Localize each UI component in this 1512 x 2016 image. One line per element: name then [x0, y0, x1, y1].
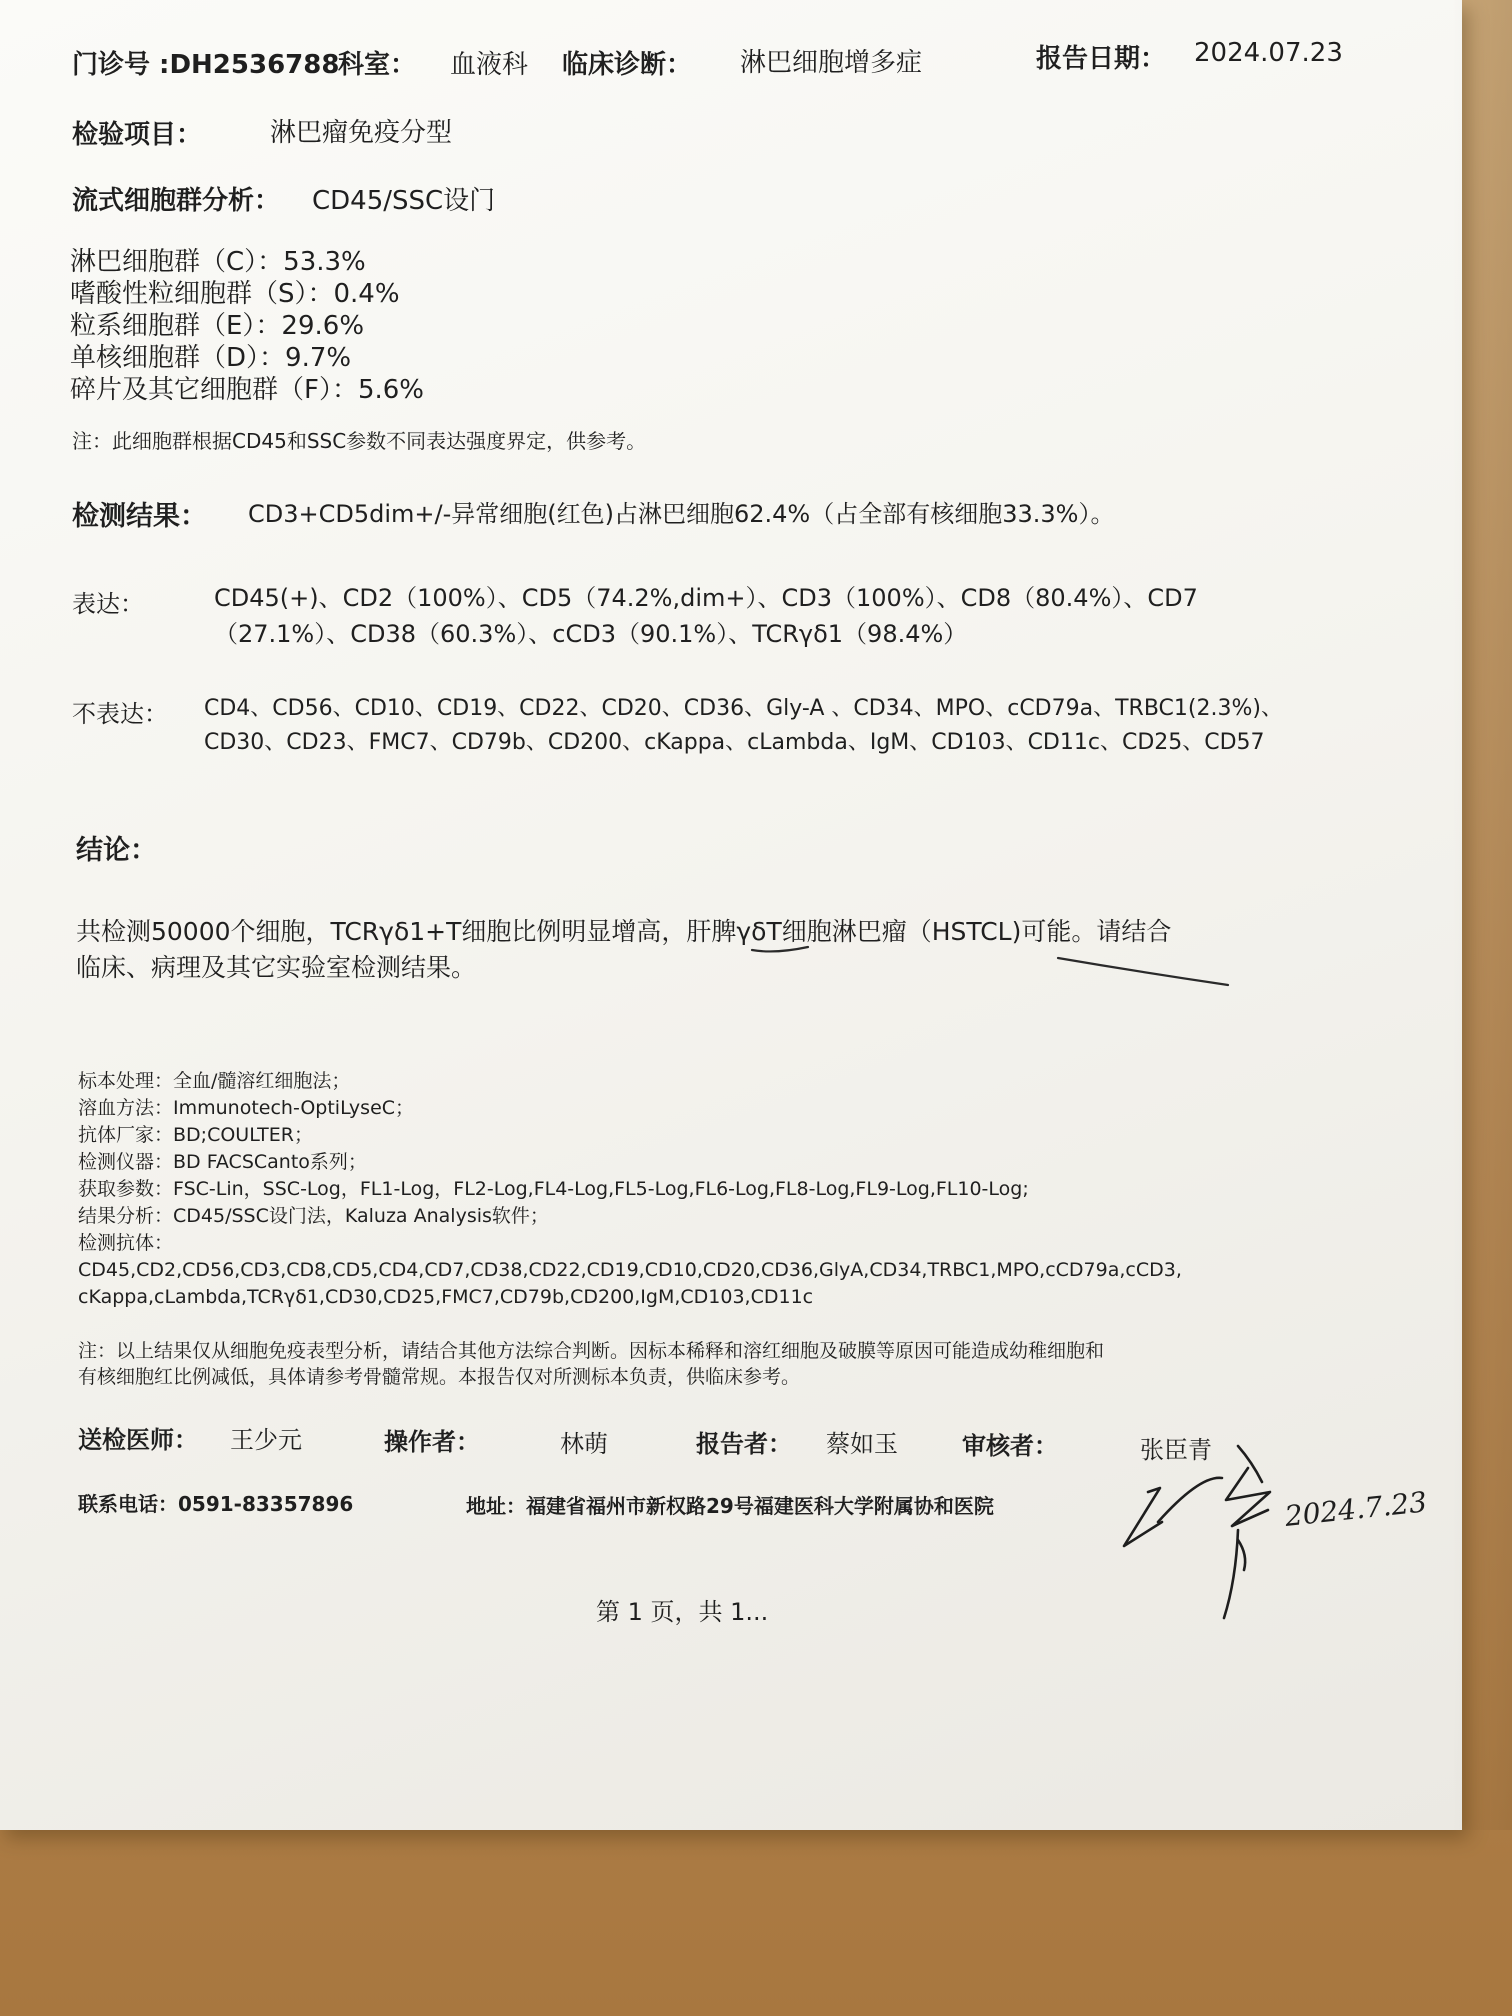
not-express-label: 不表达：	[72, 700, 168, 728]
address-label: 地址：	[466, 1494, 526, 1518]
not-express-line: CD4、CD56、CD10、CD19、CD22、CD20、CD36、Gly-A 、CD34、MPO、cCD79a、TRBC1(2.3%)、	[204, 696, 1283, 721]
doctor-label: 送检医师：	[78, 1426, 198, 1454]
method-line: 检测仪器：BD FACSCanto系列；	[78, 1151, 367, 1173]
pen-underline	[1058, 958, 1228, 985]
express-line: （27.1%）、CD38（60.3%）、cCD3（90.1%）、TCRγδ1（98.4%）	[214, 620, 968, 648]
operator-name: 林萌	[560, 1430, 608, 1458]
method-line: 溶血方法：Immunotech-OptiLyseC；	[78, 1097, 415, 1119]
test-item-label: 检验项目：	[72, 120, 203, 150]
operator-label: 操作者：	[384, 1428, 480, 1456]
population-item: 单核细胞群（D）：9.7%	[70, 343, 352, 373]
test-item-value: 淋巴瘤免疫分型	[270, 118, 453, 148]
conclusion-line: 临床、病理及其它实验室检测结果。	[76, 953, 477, 982]
method-line: 检测抗体：	[78, 1232, 174, 1254]
handwritten-date: 2024.7.23	[1283, 1485, 1429, 1533]
outpatient-number: DH2536788	[169, 50, 340, 80]
population-item: 嗜酸性粒细胞群（S）：0.4%	[70, 279, 400, 309]
population-note: 注：此细胞群根据CD45和SSC参数不同表达强度界定，供参考。	[72, 429, 647, 453]
reviewer-name: 张臣青	[1140, 1436, 1212, 1464]
page-number: 第 1 页，共 1...	[596, 1598, 769, 1626]
doctor-name: 王少元	[230, 1426, 302, 1454]
phone-number: 0591-83357896	[178, 1492, 354, 1516]
result-label: 检测结果：	[72, 501, 207, 532]
department-value: 血液科	[450, 50, 529, 80]
conclusion-line: 共检测50000个细胞，TCRγδ1+T细胞比例明显增高，肝脾γδT细胞淋巴瘤（HSTCL)可能。请结合	[76, 917, 1172, 946]
conclusion-label: 结论：	[76, 835, 157, 866]
disclaimer-line: 注：以上结果仅从细胞免疫表型分析，请结合其他方法综合判断。因标本稀释和溶红细胞及破膜等原因可能造成幼稚细胞和	[78, 1340, 1105, 1362]
address-value: 福建省福州市新权路29号福建医科大学附属协和医院	[526, 1494, 994, 1518]
method-line: 抗体厂家：BD;COULTER；	[78, 1124, 313, 1146]
express-label: 表达：	[72, 590, 144, 618]
result-text: CD3+CD5dim+/-异常细胞(红色)占淋巴细胞62.4%（占全部有核细胞33.3%）。	[248, 500, 1115, 528]
phone-label: 联系电话：	[78, 1492, 178, 1516]
method-line: 获取参数：FSC-Lin，SSC-Log，FL1-Log，FL2-Log,FL4-Log,FL5-Log,FL6-Log,FL8-Log,FL9-Log,FL10-Log;	[78, 1178, 1029, 1200]
method-line: cKappa,cLambda,TCRγδ1,CD30,CD25,FMC7,CD79b,CD200,IgM,CD103,CD11c	[78, 1286, 814, 1308]
flow-analysis-label: 流式细胞群分析：	[72, 186, 281, 216]
handwritten-signature	[1124, 1446, 1270, 1618]
department-label: 科室：	[338, 50, 417, 80]
not-express-line: CD30、CD23、FMC7、CD79b、CD200、cKappa、cLambda、IgM、CD103、CD11c、CD25、CD57	[204, 730, 1265, 755]
pen-underline	[752, 947, 808, 951]
method-line: 标本处理：全血/髓溶红细胞法；	[78, 1070, 351, 1092]
express-line: CD45(+)、CD2（100%）、CD5（74.2%,dim+）、CD3（100%）、CD8（80.4%）、CD7	[214, 584, 1198, 612]
reviewer-label: 审核者：	[962, 1432, 1058, 1460]
method-line: 结果分析：CD45/SSC设门法，Kaluza Analysis软件；	[78, 1205, 549, 1227]
disclaimer-line: 有核细胞红比例减低，具体请参考骨髓常规。本报告仅对所测标本负责，供临床参考。	[78, 1366, 801, 1388]
outpatient-label: 门诊号 :	[72, 50, 170, 80]
reporter-label: 报告者：	[696, 1430, 792, 1458]
population-item: 粒系细胞群（E）：29.6%	[70, 311, 365, 341]
diagnosis-value: 淋巴细胞增多症	[740, 48, 923, 78]
reporter-name: 蔡如玉	[826, 1430, 898, 1458]
diagnosis-label: 临床诊断：	[562, 50, 693, 80]
population-item: 碎片及其它细胞群（F）：5.6%	[70, 375, 425, 405]
report-date-label: 报告日期：	[1036, 44, 1167, 74]
report-date-value: 2024.07.23	[1194, 38, 1343, 68]
flow-analysis-value: CD45/SSC设门	[312, 186, 496, 216]
population-item: 淋巴细胞群（C）：53.3%	[70, 247, 366, 277]
method-line: CD45,CD2,CD56,CD3,CD8,CD5,CD4,CD7,CD38,CD22,CD19,CD10,CD20,CD36,GlyA,CD34,TRBC1,MPO,cCD79a,cCD3,	[78, 1259, 1182, 1281]
